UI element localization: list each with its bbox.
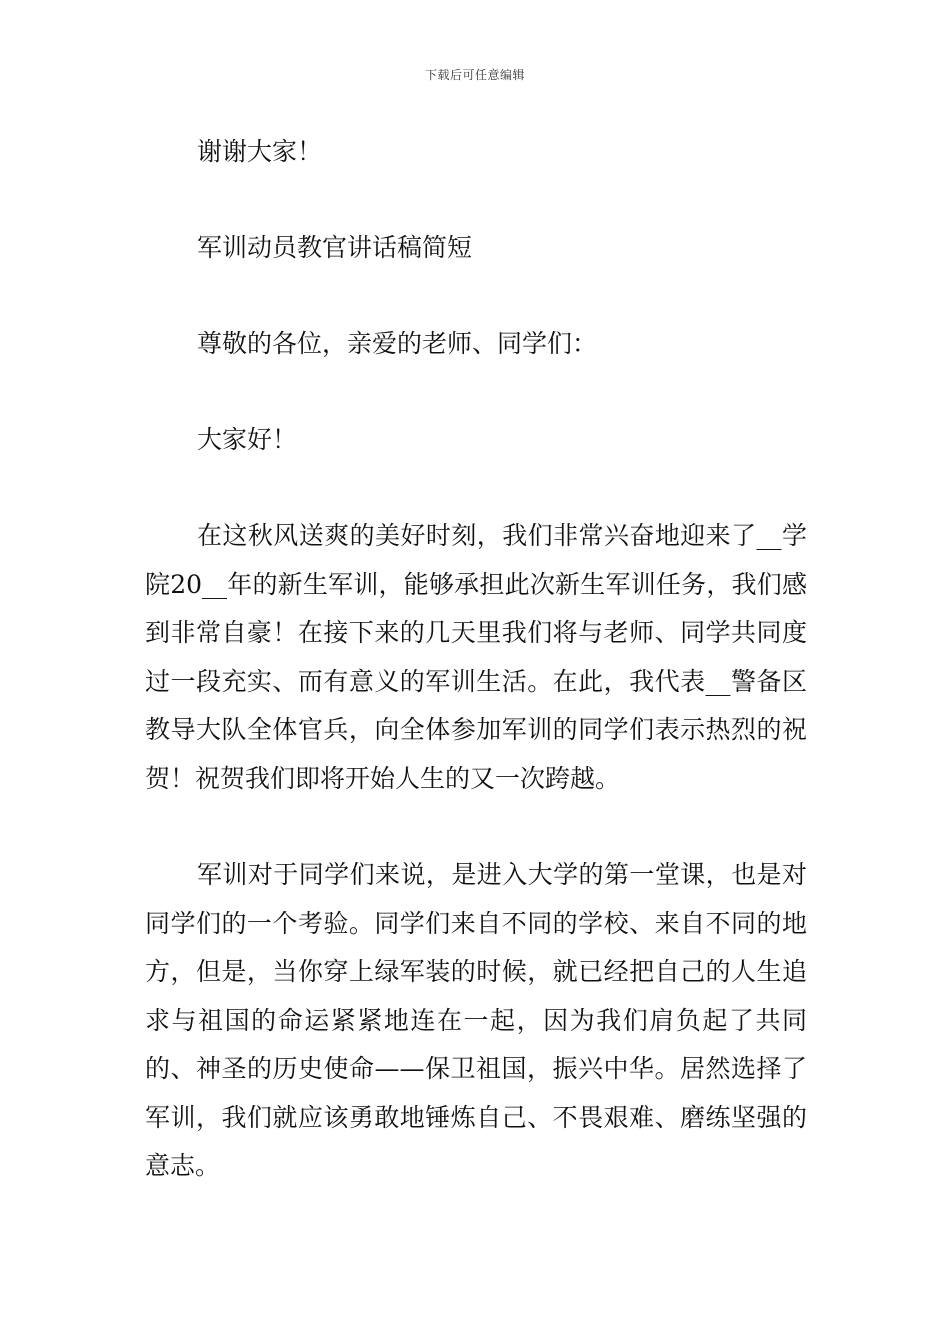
page-header-note: 下载后可任意编辑: [424, 68, 525, 82]
document-body: [145, 128, 807, 1239]
greeting: 大家好！: [197, 425, 298, 454]
closing-thanks: 谢谢大家！: [197, 137, 323, 166]
salutation: 尊敬的各位，亲爱的老师、同学们：: [197, 329, 598, 358]
body-paragraph-2: 军训对于同学们来说，是进入大学的第一堂课，也是对同学们的一个考验。同学们来自不同的学校、来自不同的地方，但是，当你穿上绿军装的时候，就已经把自己的人生追求与祖国的命运紧紧地连在一起，因为我们肩负起了共同的、神圣的历史使命——保卫祖国，振兴中华。居然选择了军训，我们就应该勇敢地锤炼自己、不畏艰难、磨练坚强的意志。: [145, 860, 807, 1180]
speech-title: 军训动员教官讲话稿简短: [197, 233, 473, 262]
body-paragraph-1: 在这秋风送爽的美好时刻，我们非常兴奋地迎来了__学院20__年的新生军训，能够承担此次新生军训任务，我们感到非常自豪！在接下来的几天里我们将与老师、同学共同度过一段充实、而有意义的军训生活。在此，我代表__警备区教导大队全体官兵，向全体参加军训的同学们表示热烈的祝贺！祝贺我们即将开始人生的又一次跨越。: [145, 521, 807, 793]
